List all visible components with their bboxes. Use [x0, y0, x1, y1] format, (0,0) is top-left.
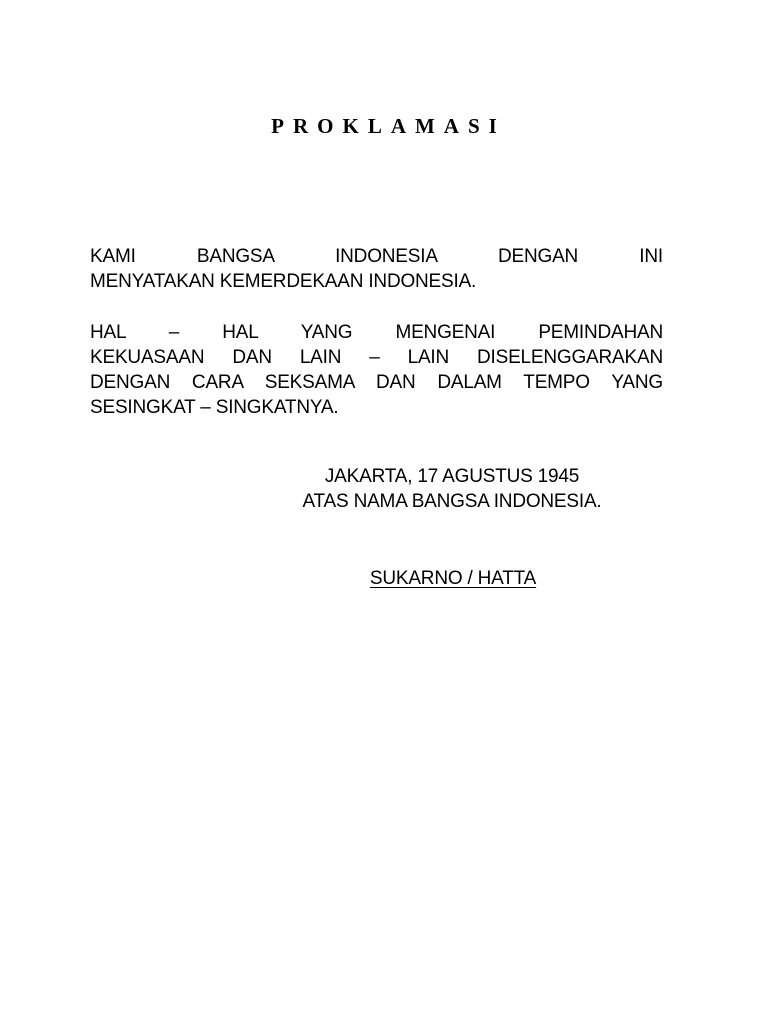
paragraph-line: MENYATAKAN KEMERDEKAAN INDONESIA.: [90, 271, 477, 292]
signatories-block: [0, 566, 768, 591]
paragraph-declaration: [90, 244, 663, 294]
signatories-names: SUKARNO / HATTA: [369, 568, 537, 589]
document-title: PROKLAMASI: [271, 114, 506, 138]
paragraph-line: SESINGKAT – SINGKATNYA.: [90, 397, 339, 418]
paragraph-line: KEKUASAAN DAN LAIN – LAIN DISELENGGARAKAN: [90, 347, 663, 368]
paragraph-line: KAMI BANGSA INDONESIA DENGAN INI: [90, 246, 663, 267]
paragraph-line: HAL – HAL YANG MENGENAI PEMINDAHAN: [90, 322, 663, 343]
paragraph-transfer-of-power: [90, 320, 663, 420]
place-date-block: [262, 464, 642, 514]
place-date: JAKARTA, 17 AGUSTUS 1945: [324, 466, 580, 487]
on-behalf-line: ATAS NAMA BANGSA INDONESIA.: [302, 491, 602, 512]
paragraph-line: DENGAN CARA SEKSAMA DAN DALAM TEMPO YANG: [90, 372, 663, 393]
